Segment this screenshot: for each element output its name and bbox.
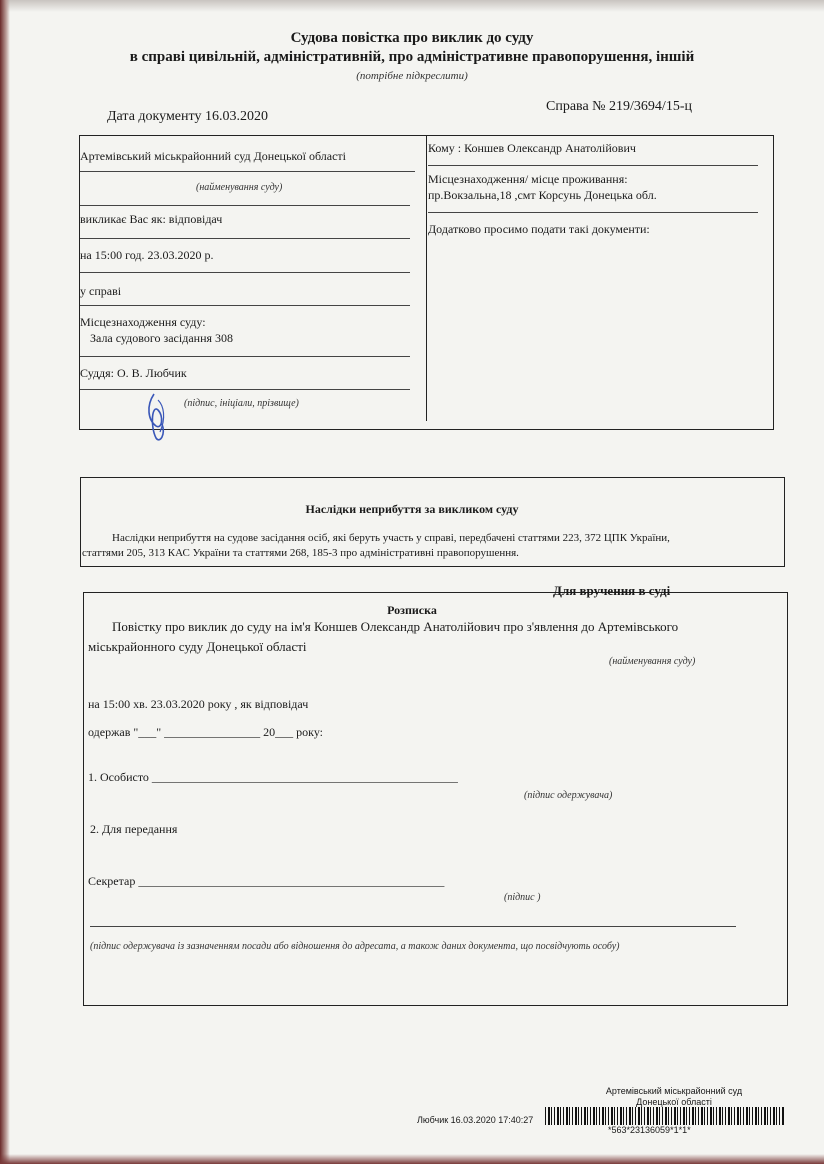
document-date: Дата документу 16.03.2020 xyxy=(107,109,268,124)
extra-documents-label: Додатково просимо подати такі документи: xyxy=(428,222,650,236)
consequences-text-2: статтями 205, 313 КАС України та статтями 268, 185-3 про адміністративні правопорушення. xyxy=(82,547,519,559)
stamp-org-line-2: Донецької області xyxy=(636,1097,712,1107)
receipt-court-caption: (найменування суду) xyxy=(609,656,696,667)
secretary-line: Секретар ___________________________________________________ xyxy=(88,874,445,888)
receipt-text-2: міськрайонного суду Донецької області xyxy=(88,639,307,654)
court-location-label: Місцезнаходження суду: xyxy=(80,315,206,329)
rule-line xyxy=(428,165,758,166)
barcode xyxy=(545,1107,785,1125)
rule-line xyxy=(80,171,415,172)
address-value: пр.Вокзальна,18 ,смт Корсунь Донецька обл. xyxy=(428,188,657,202)
receipt-text-1: Повістку про виклик до суду на ім'я Коншев Олександр Анатолійович про з'явлення до Артемівського xyxy=(112,619,679,634)
table-divider xyxy=(426,136,427,421)
in-case-label: у справі xyxy=(80,284,122,298)
signature-timestamp: Любчик 16.03.2020 17:40:27 xyxy=(417,1115,534,1125)
stamp-org-line-1: Артемівський міськрайонний суд xyxy=(605,1086,743,1096)
court-name: Артемівський міськрайонний суд Донецької області xyxy=(80,149,346,163)
barcode-code: *563*23136059*1*1* xyxy=(608,1125,691,1135)
receipt-title: Розписка xyxy=(387,603,437,617)
title-line-2: в справі цивільній, адміністративній, про адміністративне правопорушення, іншій xyxy=(129,49,695,65)
rule-line xyxy=(80,305,410,306)
page-edge-left xyxy=(0,0,10,1164)
judge-name: Суддя: О. В. Любчик xyxy=(80,366,187,380)
recipient-name: Кому : Коншев Олександр Анатолійович xyxy=(428,141,636,155)
case-number: Справа № 219/3694/15-ц xyxy=(546,99,692,114)
title-line-1: Судова повістка про виклик до суду xyxy=(290,30,534,46)
consequences-text-1: Наслідки неприбуття на судове засідання осіб, які беруть участь у справі, передбачені статтями 223, 372 ЦПК України, xyxy=(112,532,670,544)
rule-line xyxy=(428,212,758,213)
rule-line xyxy=(80,205,410,206)
for-court-label: Для вручення в суді xyxy=(553,583,671,598)
address-label: Місцезнаходження/ місце проживання: xyxy=(428,172,628,186)
secretary-signature-caption: (підпис ) xyxy=(504,892,541,903)
judge-signature xyxy=(144,386,174,446)
transfer-label: 2. Для передання xyxy=(90,822,178,836)
receipt-footer-caption: (підпис одержувача із зазначенням посади або відношення до адресата, а також даних документа, що посвідчують особу) xyxy=(90,941,620,952)
rule-line xyxy=(80,272,410,273)
personal-signature-line: 1. Особисто ___________________________________________________ xyxy=(88,770,458,784)
judge-caption: (підпис, ініціали, прізвище) xyxy=(184,398,299,409)
rule-line xyxy=(80,238,410,239)
consequences-title: Наслідки неприбуття за викликом суду xyxy=(305,502,519,516)
hearing-time: на 15:00 год. 23.03.2020 р. xyxy=(80,248,214,262)
page-edge-bottom xyxy=(0,1154,824,1164)
page-edge-top xyxy=(0,0,824,12)
receipt-time-line: на 15:00 хв. 23.03.2020 року , як відповідач xyxy=(88,697,309,711)
recipient-signature-caption: (підпис одержувача) xyxy=(524,790,613,801)
rule-line xyxy=(80,356,410,357)
court-location-value: Зала судового засідання 308 xyxy=(90,331,234,345)
court-caption: (найменування суду) xyxy=(196,182,283,193)
received-date-line: одержав "___" ________________ 20___ року: xyxy=(88,725,324,739)
rule-line xyxy=(80,389,410,390)
title-subtitle: (потрібне підкреслити) xyxy=(356,70,468,82)
rule-line xyxy=(90,926,736,927)
summons-role: викликає Вас як: відповідач xyxy=(80,212,223,226)
